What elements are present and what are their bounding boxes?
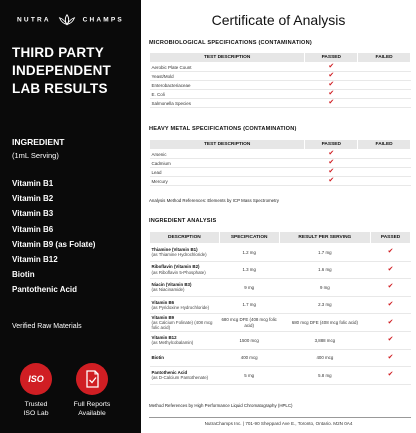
micro-section-title: MICROBIOLOGICAL SPECIFICATIONS (CONTAMINATION) — [149, 40, 312, 46]
spec-value: 1.2 mg — [219, 244, 279, 262]
serving-size: (1mL Serving) — [12, 151, 59, 160]
table-row — [150, 81, 411, 90]
table-row — [150, 296, 411, 314]
iso-badge-icon — [20, 363, 52, 395]
spec-value: 400 mcg — [219, 349, 279, 367]
ingredient-name: Vitamin B9 — [151, 314, 175, 320]
document-icon — [76, 363, 108, 395]
col-header: FAILED — [358, 140, 411, 150]
test-name: Arsenic — [150, 150, 305, 159]
brand-left: NUTRA — [17, 16, 51, 24]
check-icon: ✔ — [328, 81, 335, 88]
left-panel — [0, 0, 141, 433]
brand-logo — [0, 14, 141, 26]
lotus-icon — [58, 14, 76, 26]
check-icon: ✔ — [328, 168, 335, 175]
test-name: Yeast/Mold — [150, 72, 305, 81]
test-name: Mercury — [150, 177, 305, 186]
caption-line: Full Reports — [73, 401, 111, 408]
result-value: 2.3 mg — [279, 296, 371, 314]
col-header: PASSED — [305, 53, 358, 63]
ingredient-form: (as Methylcobalamin) — [151, 340, 194, 346]
check-icon: ✔ — [328, 150, 335, 157]
check-icon: ✔ — [328, 63, 335, 70]
check-icon: ✔ — [387, 353, 394, 361]
ingredient-form: (as D-Calcium Pantothenate) — [151, 375, 209, 381]
ingredient-title: INGREDIENT — [12, 137, 65, 147]
spec-value: 680 mcg DFE (408 mcg folic acid) — [219, 314, 279, 332]
ingredient-table — [149, 231, 411, 385]
report-badge-caption — [64, 400, 120, 418]
ingredient-item: Pantothenic Acid — [12, 285, 78, 295]
headline — [12, 44, 137, 98]
ingredient-form: (as Pyridoxine Hydrochloride) — [151, 305, 210, 311]
result-value: 1.6 mg — [279, 261, 371, 279]
check-icon: ✔ — [387, 336, 394, 344]
certificate-panel — [141, 0, 416, 433]
ingredient-item: Vitamin B6 — [12, 224, 54, 234]
ingredient-form: (as Niacinamide) — [151, 287, 185, 293]
report-badge-icon — [76, 363, 108, 395]
check-icon: ✔ — [328, 72, 335, 79]
heavy-table — [149, 139, 411, 186]
col-header: PASSED — [371, 232, 411, 244]
result-value: 9 mg — [279, 279, 371, 297]
test-name: Salmonella Species — [150, 99, 305, 108]
table-row — [150, 331, 411, 349]
table-row — [150, 367, 411, 385]
certificate-title: Certificate of Analysis — [211, 12, 346, 28]
check-icon: ✔ — [387, 318, 394, 326]
spec-value: 1500 mcg — [219, 331, 279, 349]
table-row — [150, 314, 411, 332]
test-name: Aerobic Plate Count — [150, 63, 305, 72]
heavy-method-note: Analysis Method References: Elements by ICP Mass Spectrometry — [149, 198, 279, 203]
check-icon: ✔ — [328, 99, 335, 106]
table-row — [150, 279, 411, 297]
check-icon: ✔ — [387, 248, 394, 256]
col-header: PASSED — [305, 140, 358, 150]
spec-value: 5 mg — [219, 367, 279, 385]
col-header: RESULT PER SERVING — [279, 232, 371, 244]
table-row — [150, 63, 411, 72]
ingredient-form: (as Calcium Folinate) (408 mcg folic acid) — [151, 319, 213, 331]
spec-value: 1.7 mg — [219, 296, 279, 314]
test-name: Enterobacteriaceae — [150, 81, 305, 90]
spec-value: 9 mg — [219, 279, 279, 297]
ingredient-item: Vitamin B12 — [12, 254, 58, 264]
brand-right: CHAMPS — [82, 16, 124, 24]
test-name: Cadmium — [150, 159, 305, 168]
test-name: E. Coli — [150, 90, 305, 99]
iso-badge-caption — [8, 400, 64, 418]
iso-badge-label: ISO — [28, 374, 44, 384]
table-row — [150, 99, 411, 108]
ingredient-name: Riboflavin (Vitamin B2) — [151, 264, 200, 270]
table-row — [150, 244, 411, 262]
ingredient-item: Vitamin B2 — [12, 194, 54, 204]
footer-address: NutraChamps Inc. | 701-90 Sheppard Ave E., Toronto, Ontario. M2N 0A4 — [204, 421, 353, 426]
check-icon: ✔ — [387, 283, 394, 291]
headline-line: THIRD PARTY — [12, 45, 104, 60]
table-row — [150, 168, 411, 177]
result-value: 3,888 mcg — [279, 331, 371, 349]
ingredient-name: Vitamin B12 — [151, 334, 177, 340]
result-value: 400 mcg — [279, 349, 371, 367]
check-icon: ✔ — [387, 265, 394, 273]
result-value: 680 mcg DFE (408 mcg folic acid) — [279, 314, 371, 332]
caption-line: ISO Lab — [23, 410, 49, 417]
col-header: TEST DESCRIPTION — [150, 53, 305, 63]
ingredient-method-note: Method References by High Performance Liquid Chromatography (HPLC) — [149, 403, 293, 408]
caption-line: Trusted — [24, 401, 48, 408]
spec-value: 1.3 mg — [219, 261, 279, 279]
ingredient-section-title: INGREDIENT ANALYSIS — [149, 218, 217, 224]
table-row — [150, 349, 411, 367]
check-icon: ✔ — [387, 301, 394, 309]
table-row — [150, 150, 411, 159]
headline-line: LAB RESULTS — [12, 81, 108, 96]
footer-divider — [149, 417, 411, 418]
check-icon: ✔ — [328, 159, 335, 166]
col-header: SPECIFICATION — [219, 232, 279, 244]
result-value: 1.7 mg — [279, 244, 371, 262]
ingredient-form: (as Thiamine Hydrochloride) — [151, 252, 207, 258]
caption-line: Available — [78, 410, 106, 417]
heavy-section-title: HEAVY METAL SPECIFICATIONS (CONTAMINATION) — [149, 126, 297, 132]
ingredient-name: Niacin (Vitamin B3) — [151, 282, 192, 288]
check-icon: ✔ — [328, 90, 335, 97]
table-row — [150, 261, 411, 279]
micro-table — [149, 52, 411, 108]
verified-text: Verified Raw Materials — [12, 323, 82, 330]
ingredient-list — [12, 176, 137, 298]
table-row — [150, 177, 411, 186]
ingredient-item: Vitamin B9 (as Folate) — [12, 239, 96, 249]
ingredient-form: (as Riboflavin 5-Phosphate) — [151, 269, 206, 275]
ingredient-name: Pantothenic Acid — [151, 370, 188, 376]
ingredient-item: Vitamin B3 — [12, 209, 54, 219]
headline-line: INDEPENDENT — [12, 63, 111, 78]
check-icon: ✔ — [328, 177, 335, 184]
ingredient-name: Vitamin B6 — [151, 299, 175, 305]
table-row — [150, 159, 411, 168]
table-row — [150, 90, 411, 99]
result-value: 5.8 mg — [279, 367, 371, 385]
col-header: DESCRIPTION — [150, 232, 220, 244]
ingredient-item: Biotin — [12, 270, 35, 280]
check-icon: ✔ — [387, 371, 394, 379]
table-row — [150, 72, 411, 81]
test-name: Lead — [150, 168, 305, 177]
ingredient-name: Thiamine (Vitamin B1) — [151, 246, 198, 252]
col-header: FAILED — [358, 53, 411, 63]
ingredient-name: Biotin — [151, 355, 164, 361]
col-header: TEST DESCRIPTION — [150, 140, 305, 150]
ingredient-item: Vitamin B1 — [12, 179, 54, 188]
